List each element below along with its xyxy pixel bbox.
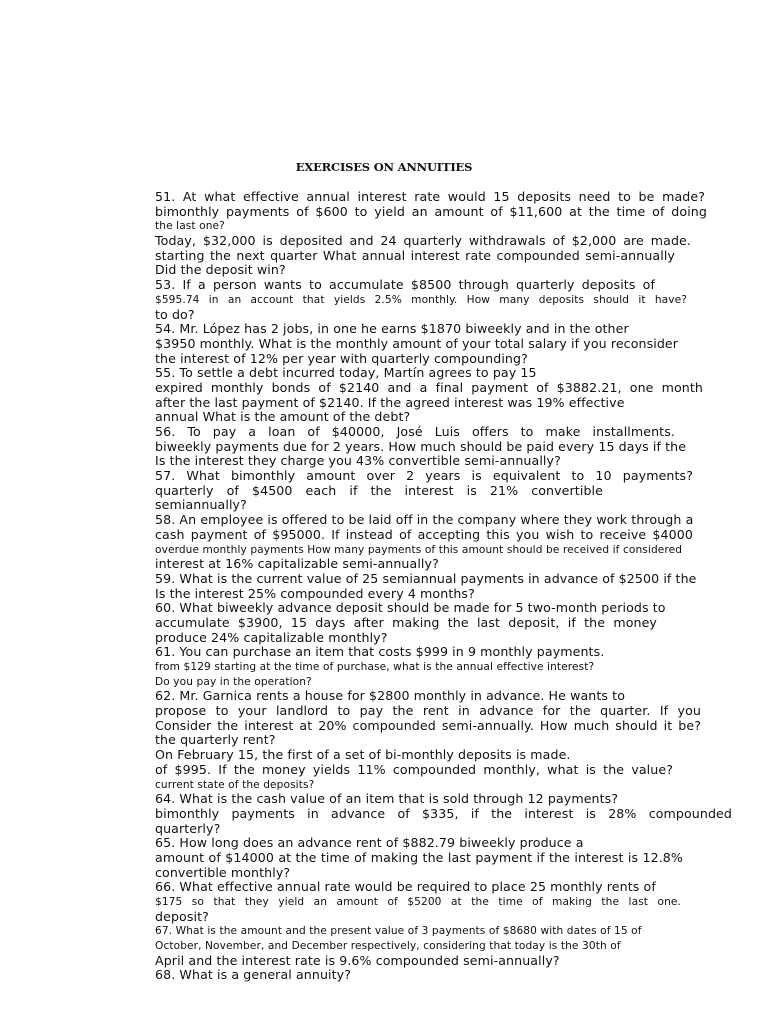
text-line: amount of $14000 at the time of making the last payment if the interest is 12.8% <box>155 849 683 865</box>
text-line: semiannually? <box>155 497 247 513</box>
text-line: convertible monthly? <box>155 864 291 880</box>
text-line: the last one? <box>155 220 225 233</box>
text-line: April and the interest rate is 9.6% compounded semi-annually? <box>155 952 560 968</box>
text-line: quarterly of $4500 each if the interest is 21% convertible <box>155 482 603 498</box>
text-line: current state of the deposits? <box>155 778 315 791</box>
text-line: interest at 16% capitalizable semi-annually? <box>155 556 439 572</box>
text-line: accumulate $3900, 15 days after making the last deposit, if the money <box>155 614 657 630</box>
text-line: 58. An employee is offered to be laid off in the company where they work through a <box>155 512 694 528</box>
text-line: 56. To pay a loan of $40000, José Luis offers to make installments. <box>155 424 675 439</box>
text-line: Consider the interest at 20% compounded semi-annually. How much should it be? <box>155 717 701 733</box>
text-line: 62. Mr. Garnica rents a house for $2800 monthly in advance. He wants to <box>155 688 626 704</box>
text-line: 53. If a person wants to accumulate $8500 through quarterly deposits of <box>155 277 655 293</box>
text-line: Today, $32,000 is deposited and 24 quarterly withdrawals of $2,000 are made. <box>155 233 691 249</box>
text-line: 67. What is the amount and the present value of 3 payments of $8680 with dates of 15 of <box>155 925 642 938</box>
text-line: from $129 starting at the time of purchase, what is the annual effective interest? <box>155 661 595 673</box>
text-line: overdue monthly payments How many payments of this amount should be received if considered <box>155 543 683 556</box>
text-line: 66. What effective annual rate would be required to place 25 monthly rents of <box>155 879 656 895</box>
text-line: 59. What is the current value of 25 semiannual payments in advance of $2500 if the <box>155 570 697 586</box>
text-line: bimonthly payments of $600 to yield an amount of $11,600 at the time of doing <box>155 203 707 219</box>
text-line: On February 15, the first of a set of bi-monthly deposits is made. <box>155 747 571 763</box>
text-line: $595.74 in an account that yields 2.5% monthly. How many deposits should it have? <box>155 293 687 306</box>
text-line: 68. What is a general annuity? <box>155 967 352 983</box>
text-line: October, November, and December respectively, considering that today is the 30th of <box>155 940 621 953</box>
text-line: 64. What is the cash value of an item that is sold through 12 payments? <box>155 791 619 807</box>
text-line: quarterly? <box>155 820 221 836</box>
text-line: 55. To settle a debt incurred today, Martín agrees to pay 15 <box>155 365 537 381</box>
text-line: 54. Mr. López has 2 jobs, in one he earns $1870 biweekly and in the other <box>155 321 629 337</box>
text-line: 61. You can purchase an item that costs $999 in 9 monthly payments. <box>155 644 605 660</box>
document-body <box>155 190 732 983</box>
text-line: expired monthly bonds of $2140 and a final payment of $3882.21, one month <box>155 379 703 395</box>
text-line: Is the interest they charge you 43% convertible semi-annually? <box>155 453 561 469</box>
text-line: propose to your landlord to pay the rent in advance for the quarter. If you <box>155 703 701 719</box>
text-line: after the last payment of $2140. If the agreed interest was 19% effective <box>155 394 625 410</box>
text-line: cash payment of $95000. If instead of accepting this you wish to receive $4000 <box>155 526 693 542</box>
text-line: starting the next quarter What annual interest rate compounded semi-annually <box>155 247 675 263</box>
text-line: to do? <box>155 306 195 322</box>
text-line: Did the deposit win? <box>155 262 286 278</box>
document-title: EXERCISES ON ANNUITIES <box>295 160 473 174</box>
text-line: 60. What biweekly advance deposit should be made for 5 two-month periods to <box>155 600 666 616</box>
text-line: deposit? <box>155 908 209 924</box>
text-line: Is the interest 25% compounded every 4 months? <box>155 585 475 601</box>
text-line: $3950 monthly. What is the monthly amount of your total salary if you reconsider <box>155 335 679 351</box>
text-line: 65. How long does an advance rent of $882.79 biweekly produce a <box>155 835 584 851</box>
text-line: 57. What bimonthly amount over 2 years is equivalent to 10 payments? <box>155 468 693 484</box>
text-line: $175 so that they yield an amount of $5200 at the time of making the last one. <box>155 896 681 908</box>
text-line: Do you pay in the operation? <box>155 675 312 688</box>
text-line: annual What is the amount of the debt? <box>155 409 411 425</box>
text-line: the quarterly rent? <box>155 732 276 748</box>
text-line: produce 24% capitalizable monthly? <box>155 629 388 645</box>
text-line: bimonthly payments in advance of $335, if the interest is 28% compounded <box>155 805 732 821</box>
text-line: of $995. If the money yields 11% compounded monthly, what is the value? <box>155 761 673 777</box>
text-line: biweekly payments due for 2 years. How much should be paid every 15 days if the <box>155 438 687 454</box>
text-line: the interest of 12% per year with quarterly compounding? <box>155 350 528 366</box>
text-line: 51. At what effective annual interest rate would 15 deposits need to be made? <box>155 189 705 204</box>
